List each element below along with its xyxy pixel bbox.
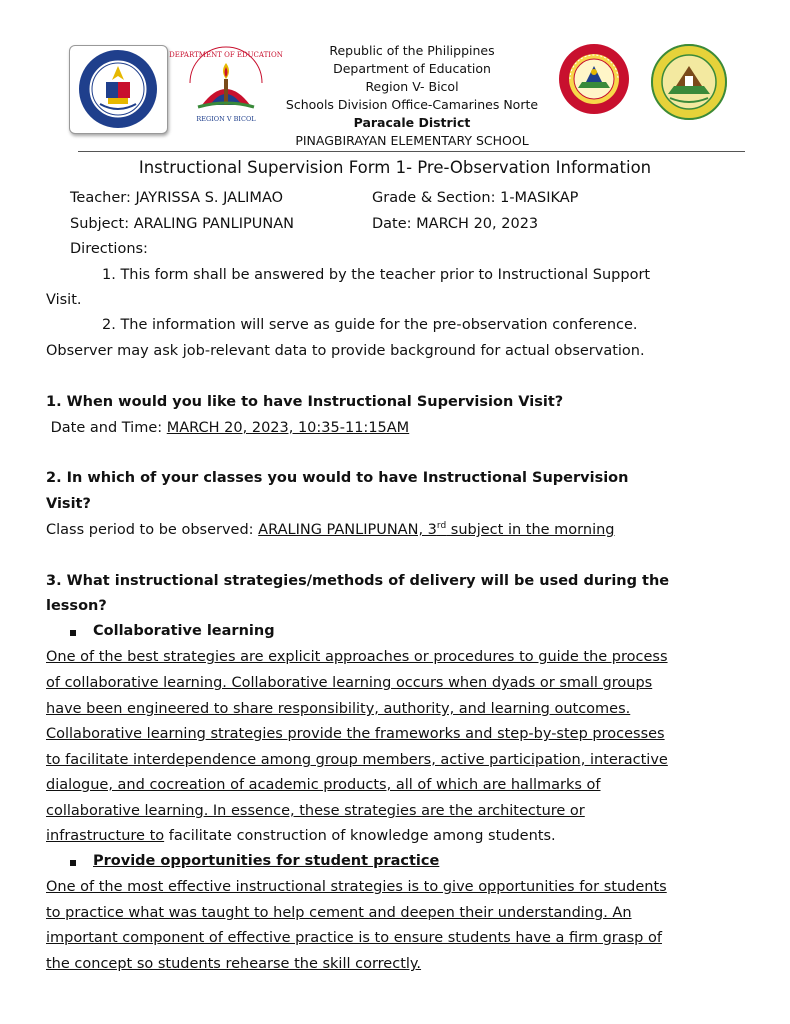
strategy-2-text: to practice what was taught to help cement and deepen their understanding. An — [46, 905, 632, 921]
direction-1: 1. This form shall be answered by the teacher prior to Instructional Support — [102, 267, 651, 283]
strategy-2-line — [46, 956, 421, 972]
strategy-1-text: to facilitate interdependence among group members, active participation, interactive — [46, 752, 668, 768]
strategy-1-line — [46, 803, 585, 819]
question-2: 2. In which of your classes you would to have Instructional Supervision — [46, 470, 629, 486]
header-divider — [78, 151, 745, 152]
strategy-2-title-text: Provide opportunities for student practice — [93, 853, 440, 869]
svg-text:REGION V BICOL: REGION V BICOL — [196, 115, 256, 123]
deped-region-logo — [169, 43, 283, 129]
strategy-1-line-last — [46, 828, 556, 844]
answer-2-value-rest: subject in the morning — [446, 522, 615, 538]
strategy-1-text: have been engineered to share responsibility, authority, and learning outcomes. — [46, 701, 631, 717]
strategy-1-text-plain: facilitate construction of knowledge among students. — [164, 828, 556, 844]
directions-label: Directions: — [70, 241, 148, 257]
question-2-cont: Visit? — [46, 496, 91, 512]
grade-section: Grade & Section: 1-MASIKAP — [372, 190, 579, 206]
answer-2-label: Class period to be observed: — [46, 522, 259, 538]
letterhead-line: Department of Education — [333, 61, 491, 76]
strategy-1-text: collaborative learning. In essence, these strategies are the architecture or — [46, 803, 585, 819]
question-3: 3. What instructional strategies/methods of delivery will be used during the — [46, 573, 670, 589]
letterhead-line: Republic of the Philippines — [329, 43, 495, 58]
strategy-2-text: important component of effective practice is to ensure students have a firm grasp of — [46, 930, 662, 946]
strategy-1-title: Collaborative learning — [93, 623, 275, 639]
strategy-1-line — [46, 726, 665, 742]
division-seal-logo — [556, 42, 632, 116]
subject: Subject: ARALING PANLIPUNAN — [70, 216, 294, 232]
teacher-name: Teacher: JAYRISSA S. JALIMAO — [70, 190, 284, 206]
question-1: 1. When would you like to have Instructional Supervision Visit? — [46, 394, 564, 410]
strategy-1-line — [46, 649, 668, 665]
strategy-1-line — [46, 777, 601, 793]
bullet-icon — [70, 630, 76, 636]
letterhead-line: Region V- Bicol — [365, 79, 459, 94]
strategy-2-line — [46, 930, 662, 946]
letterhead — [282, 42, 542, 150]
school-seal-logo — [648, 42, 730, 122]
strategy-1-line — [46, 752, 668, 768]
strategy-1-text: of collaborative learning. Collaborative learning occurs when dyads or small groups — [46, 675, 653, 691]
answer-2-value — [258, 522, 614, 538]
answer-1-value: MARCH 20, 2023, 10:35-11:15AM — [166, 420, 410, 436]
bullet-icon — [70, 860, 76, 866]
strategy-2-title — [93, 853, 439, 869]
answer-2-value-main: ARALING PANLIPUNAN, 3 — [258, 522, 437, 538]
strategy-2-line — [46, 905, 632, 921]
observation-date: Date: MARCH 20, 2023 — [372, 216, 539, 232]
question-3-cont: lesson? — [46, 598, 107, 614]
strategy-1-text: Collaborative learning strategies provide the frameworks and step-by-step processes — [46, 726, 665, 742]
answer-1 — [46, 420, 409, 436]
strategy-1-text: dialogue, and cocreation of academic products, all of which are hallmarks of — [46, 777, 601, 793]
strategy-1-text: One of the best strategies are explicit approaches or procedures to guide the process — [46, 649, 668, 665]
svg-text:DEPARTMENT OF EDUCATION: DEPARTMENT OF EDUCATION — [169, 51, 283, 59]
letterhead-school: PINAGBIRAYAN ELEMENTARY SCHOOL — [295, 133, 529, 148]
strategy-2-text: One of the most effective instructional strategies is to give opportunities for students — [46, 879, 667, 895]
form-title: Instructional Supervision Form 1- Pre-Observation Information — [138, 158, 652, 177]
strategy-1-line — [46, 675, 652, 691]
direction-2-cont: Observer may ask job-relevant data to provide background for actual observation. — [46, 343, 645, 359]
letterhead-district: Paracale District — [353, 115, 471, 130]
answer-2-ordinal: rd — [436, 521, 447, 531]
strategy-1-text: infrastructure to — [46, 828, 165, 844]
strategy-1-line — [46, 701, 630, 717]
direction-1-cont: Visit. — [46, 292, 82, 308]
strategy-2-line — [46, 879, 667, 895]
answer-1-label: Date and Time: — [46, 420, 167, 436]
answer-2 — [46, 522, 615, 538]
direction-2: 2. The information will serve as guide for the pre-observation conference. — [102, 317, 638, 333]
strategy-2-text: the concept so students rehearse the skill correctly. — [46, 956, 422, 972]
letterhead-line: Schools Division Office-Camarines Norte — [285, 97, 539, 112]
deped-seal-logo — [69, 45, 168, 134]
